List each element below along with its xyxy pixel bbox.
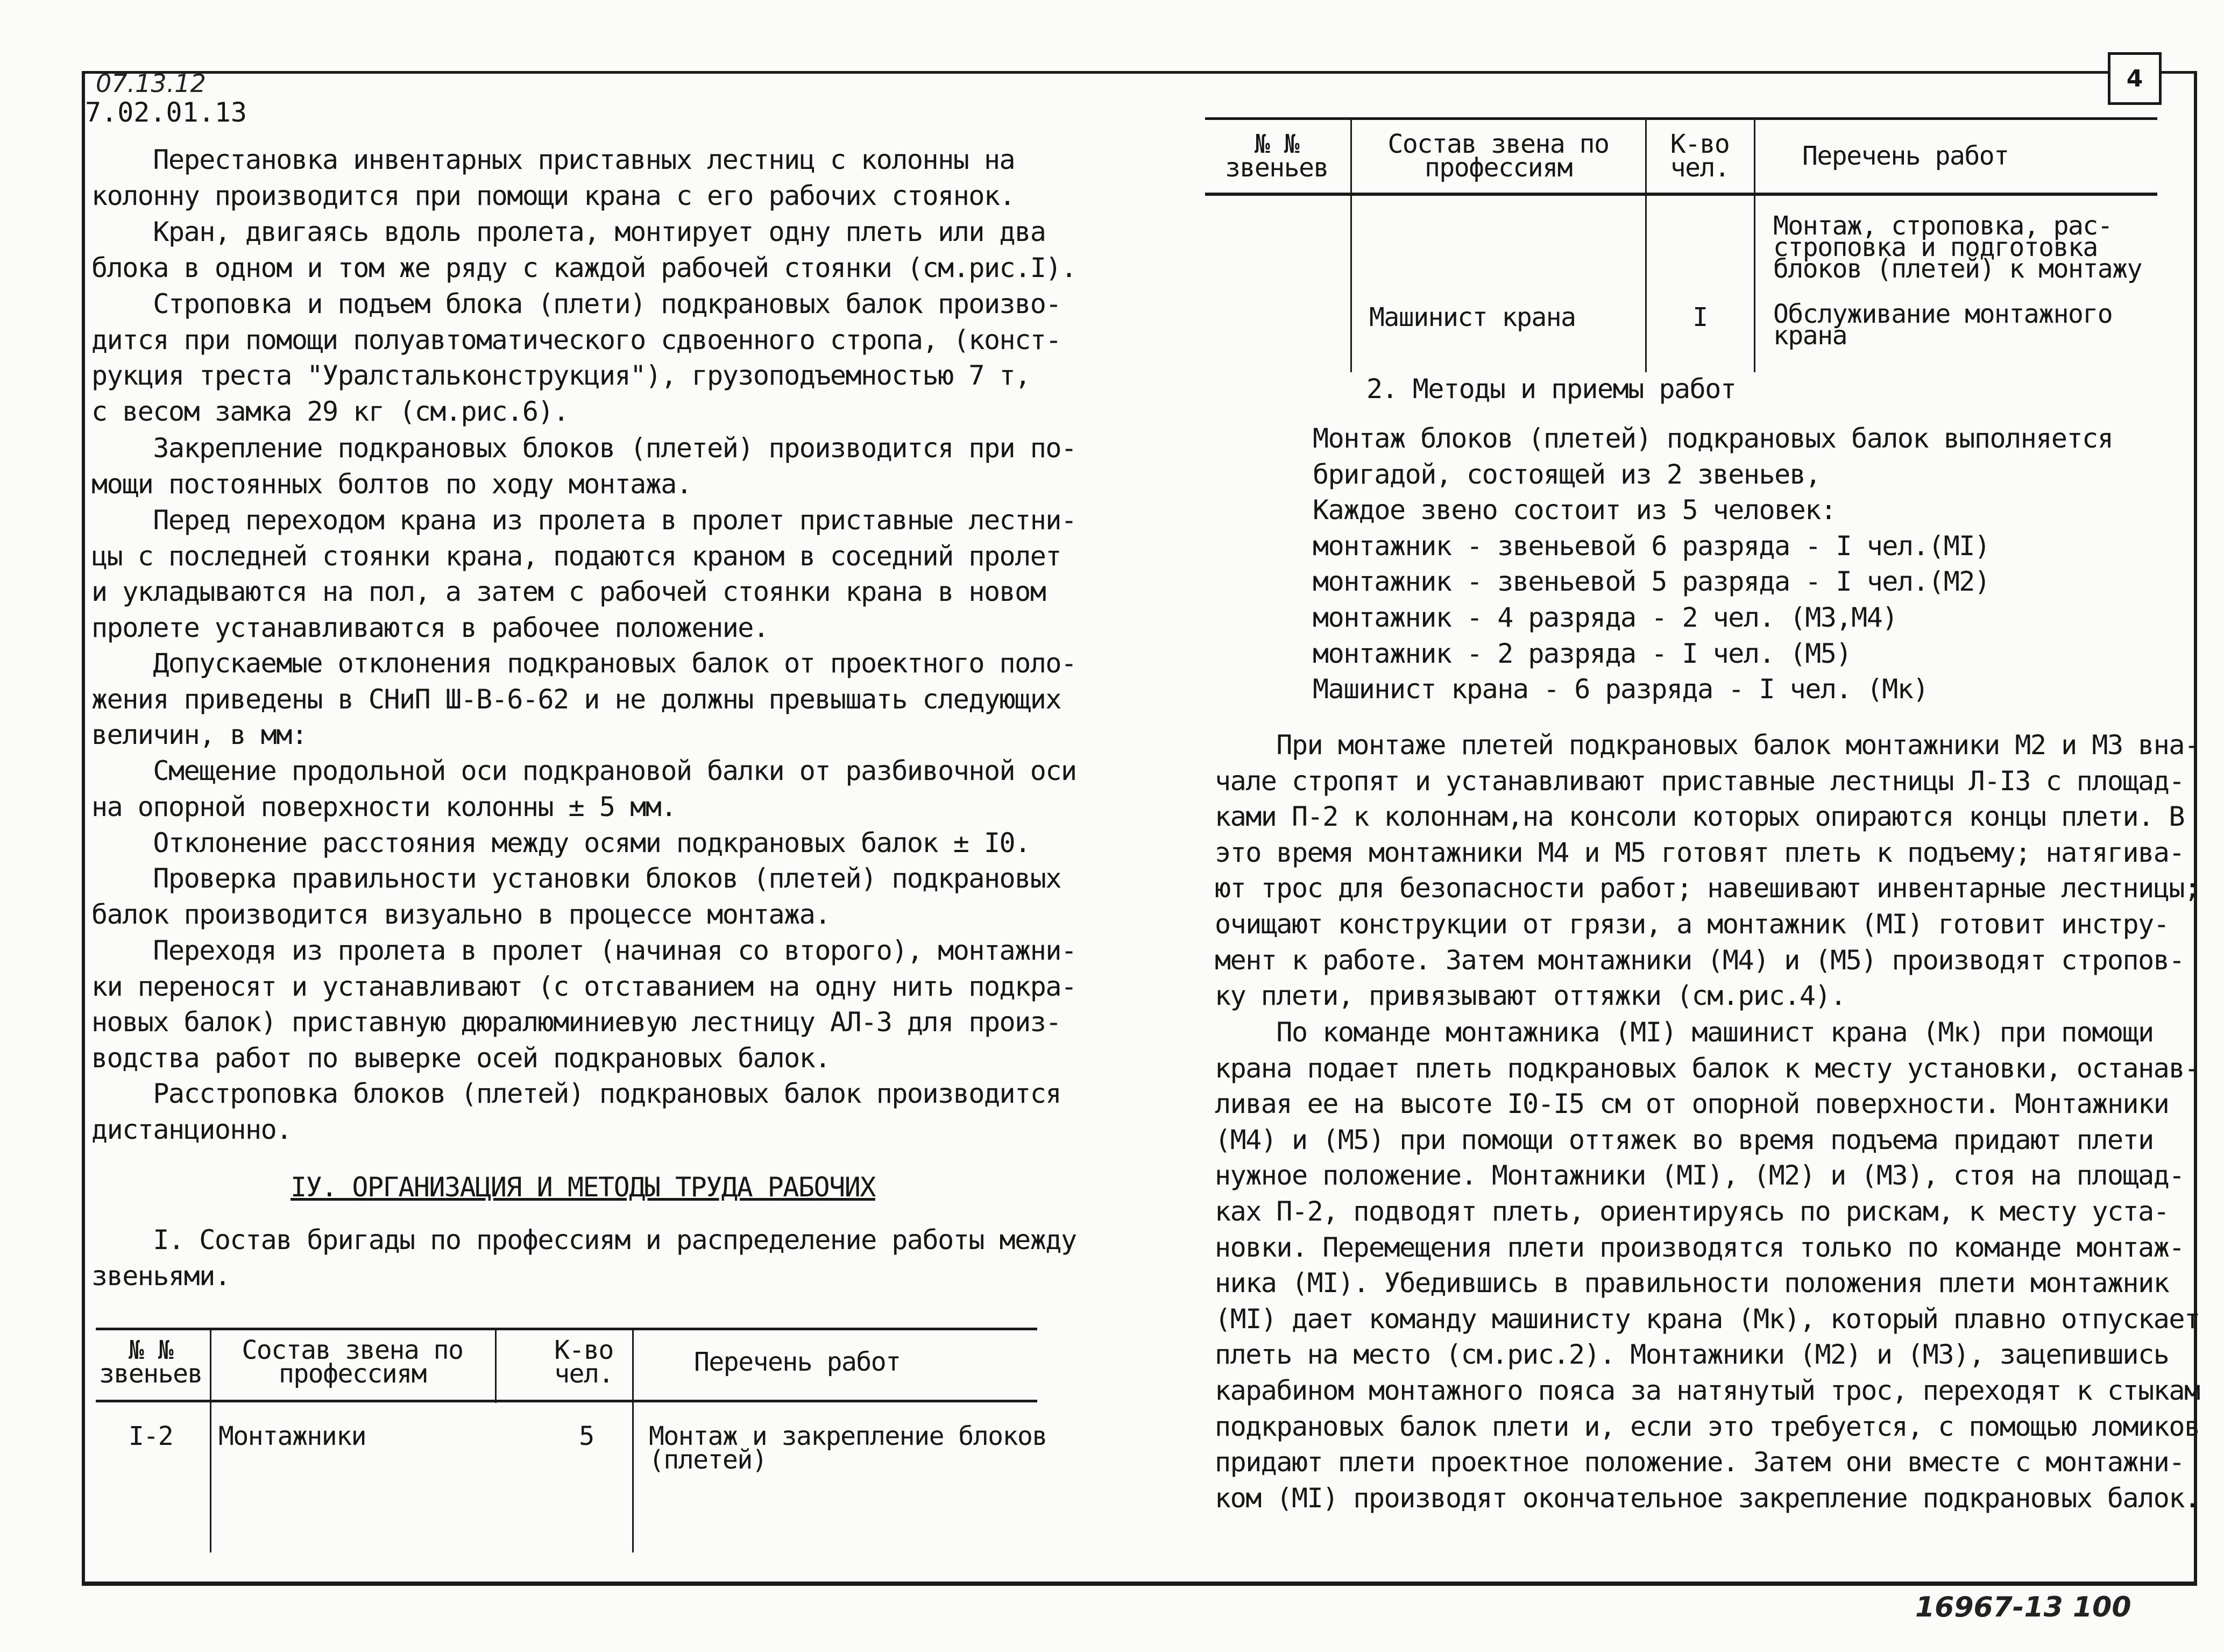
header-count: К-во чел.: [1670, 129, 1730, 183]
table-divider: [1754, 117, 1755, 372]
text-line: Строповка и подъем блока (плети) подкрановых балок произво-: [91, 288, 1061, 320]
text-line: монтажник - звеньевой 6 разряда - I чел.(МI): [1313, 530, 1990, 562]
text-line: плеть на место (см.рис.2). Монтажники (М2) и (М3), зацепившись: [1215, 1339, 2169, 1371]
page-number: 4: [2108, 52, 2162, 105]
text-line: это время монтажники М4 и М5 готовят плеть к подъему; натягива-: [1215, 836, 2184, 868]
header-work-list: Перечень работ: [694, 1347, 901, 1377]
text-line: Кран, двигаясь вдоль пролета, монтирует одну плеть или два: [91, 216, 1046, 247]
header-unit-number: № № звеньев: [99, 1335, 202, 1389]
text-line: подкрановых балок плети и, если это требуется, с помощью ломиков: [1215, 1410, 2200, 1442]
table-divider: [210, 1328, 211, 1552]
table-cell-count: 5: [579, 1421, 594, 1451]
text-line: пролете устанавливаются в рабочее положение.: [91, 612, 769, 643]
text-line: звеньями.: [91, 1260, 230, 1292]
table-rule: [96, 1328, 1037, 1330]
left-paragraph-9: [91, 861, 1061, 932]
text-line: ку плети, привязывают оттяжки (см.рис.4).: [1215, 980, 1846, 1012]
text-line: (МI) дает команду машинисту крана (Мк), который плавно отпускает: [1215, 1303, 2200, 1335]
table-rule: [1205, 117, 2157, 120]
text-line: ника (МI). Убедившись в правильности положения плети монтажник: [1215, 1267, 2169, 1299]
document-code: 7.02.01.13: [85, 97, 247, 128]
table-rule: [96, 1400, 1037, 1402]
text-line: на опорной поверхности колонны ± 5 мм.: [91, 791, 676, 823]
text-line: I. Состав бригады по профессиям и распределение работы между: [91, 1224, 1076, 1256]
left-paragraph-7: [91, 753, 1076, 825]
right-paragraph-2: [1215, 1015, 2200, 1516]
header-count: К-во чел.: [554, 1335, 613, 1389]
text-line: Отклонение расстояния между осями подкрановых балок ± I0.: [91, 827, 1030, 859]
date-note: 07.13.12: [96, 69, 206, 98]
table-divider: [1350, 117, 1352, 372]
text-line: При монтаже плетей подкрановых балок монтажники М2 и М3 вна-: [1215, 729, 2200, 761]
text-line: ки переносят и устанавливают (с отставанием на одну нить подкра-: [91, 970, 1076, 1002]
left-paragraph-3: [91, 286, 1061, 429]
text-line: блока в одном и том же ряду с каждой рабочей стоянки (см.рис.I).: [91, 252, 1076, 283]
text-line: ках П-2, подводят плеть, ориентируясь по рискам, к месту уста-: [1215, 1195, 2169, 1227]
text-line: новых балок) приставную дюралюминиевую лестницу АЛ-3 для произ-: [91, 1006, 1061, 1038]
text-line: Проверка правильности установки блоков (плетей) подкрановых: [91, 863, 1061, 894]
text-line: Монтаж блоков (плетей) подкрановых балок выполняется: [1313, 423, 2113, 454]
table-divider: [495, 1328, 497, 1403]
text-line: Машинист крана - 6 разряда - I чел. (Мк): [1313, 673, 1929, 705]
table-cell-work: Монтаж и закрепление блоков (плетей): [649, 1421, 1047, 1475]
text-line: с весом замка 29 кг (см.рис.6).: [91, 395, 569, 427]
text-line: величин, в мм:: [91, 719, 307, 751]
text-line: водства работ по выверке осей подкрановых балок.: [91, 1042, 830, 1074]
left-paragraph-1: [91, 142, 1015, 214]
text-line: По команде монтажника (МI) машинист крана (Мк) при помощи: [1215, 1017, 2154, 1048]
left-paragraph-8: [91, 825, 1030, 861]
text-line: и укладываются на пол, а затем с рабочей стоянки крана в новом: [91, 576, 1046, 608]
text-line: монтажник - звеньевой 5 разряда - I чел.(М2): [1313, 566, 1990, 598]
text-line: мент к работе. Затем монтажники (М4) и (М5) производят стропов-: [1215, 944, 2184, 976]
text-line: новки. Перемещения плети производятся только по команде монтаж-: [1215, 1231, 2184, 1263]
text-line: ливая ее на высоте I0-I5 см от опорной поверхности. Монтажники: [1215, 1088, 2169, 1120]
table-cell-work: Монтаж, строповка, рас- строповка и подготовка блоков (плетей) к монтажу: [1773, 211, 2142, 284]
crew-list: [1313, 421, 2113, 707]
table-cell-composition: Монтажники: [218, 1421, 366, 1451]
text-line: чале стропят и устанавливают приставные лестницы Л-I3 с площад-: [1215, 765, 2184, 797]
text-line: (М4) и (М5) при помощи оттяжек во время подъема придают плети: [1215, 1124, 2154, 1155]
left-paragraph-11: [91, 1076, 1061, 1147]
text-line: бригадой, состоящей из 2 звеньев,: [1313, 458, 1821, 490]
text-line: Закрепление подкрановых блоков (плетей) производится при по-: [91, 433, 1076, 464]
header-composition: Состав звена по профессиям: [242, 1335, 463, 1389]
text-line: балок производится визуально в процессе монтажа.: [91, 898, 830, 930]
right-paragraph-1: [1215, 727, 2200, 1014]
text-line: Перед переходом крана из пролета в пролет приставные лестни-: [91, 505, 1076, 536]
text-line: мощи постоянных болтов по ходу монтажа.: [91, 468, 692, 500]
text-line: карабином монтажного пояса за натянутый трос, переходят к стыкам: [1215, 1374, 2200, 1406]
text-line: Перестановка инвентарных приставных лестниц с колонны на: [91, 144, 1015, 175]
text-line: нужное положение. Монтажники (МI), (М2) и (М3), стоя на площад-: [1215, 1160, 2184, 1192]
text-line: Расстроповка блоков (плетей) подкрановых балок производится: [91, 1078, 1061, 1109]
left-paragraph-10: [91, 933, 1076, 1076]
section-heading: IУ. ОРГАНИЗАЦИЯ И МЕТОДЫ ТРУДА РАБОЧИХ: [291, 1172, 875, 1203]
table-divider: [632, 1328, 634, 1552]
text-line: очищают конструкции от грязи, а монтажник (МI) готовит инстру-: [1215, 908, 2169, 940]
header-work-list: Перечень работ: [1802, 141, 2009, 171]
left-paragraph-5: [91, 502, 1076, 646]
subsection-methods-title: 2. Методы и приемы работ: [1366, 373, 1736, 405]
text-line: Каждое звено состоит из 5 человек:: [1313, 494, 1836, 526]
text-line: монтажник - 4 разряда - 2 чел. (М3,М4): [1313, 601, 1897, 633]
table-cell-composition: Машинист крана: [1369, 302, 1576, 332]
text-line: колонну производится при помощи крана с его рабочих стоянок.: [91, 180, 1015, 211]
header-composition: Состав звена по профессиям: [1387, 129, 1609, 183]
left-paragraph-6: [91, 646, 1076, 753]
subsection-crew-composition: [91, 1222, 1076, 1294]
text-line: придают плети проектное положение. Затем они вместе с монтажни-: [1215, 1447, 2184, 1478]
left-paragraph-4: [91, 430, 1076, 502]
text-line: крана подает плеть подкрановых балок к месту установки, останав-: [1215, 1052, 2200, 1084]
table-cell-work: Обслуживание монтажного крана: [1773, 299, 2113, 351]
text-line: монтажник - 2 разряда - I чел. (М5): [1313, 637, 1852, 669]
table-cell-count: I: [1692, 302, 1708, 332]
text-line: ком (МI) производят окончательное закрепление подкрановых балок.: [1215, 1482, 2200, 1514]
text-line: жения приведены в СНиП Ш-В-6-62 и не должны превышать следующих: [91, 683, 1061, 715]
text-line: Смещение продольной оси подкрановой балки от разбивочной оси: [91, 755, 1076, 786]
text-line: цы с последней стоянки крана, подаются краном в соседний пролет: [91, 540, 1061, 572]
left-paragraph-2: [91, 214, 1076, 286]
text-line: дится при помощи полуавтоматического сдвоенного стропа, (конст-: [91, 324, 1061, 356]
text-line: Допускаемые отклонения подкрановых балок от проектного поло-: [91, 648, 1076, 679]
text-line: рукция треста "Уралстальконструкция"), грузоподъемностью 7 т,: [91, 360, 1030, 392]
text-line: Переходя из пролета в пролет (начиная со второго), монтажни-: [91, 935, 1076, 966]
text-line: дистанционно.: [91, 1114, 292, 1145]
document-stamp: 16967-13 100: [1915, 1591, 2131, 1623]
header-unit-number: № № звеньев: [1225, 129, 1328, 183]
text-line: ют трос для безопасности работ; навешивают инвентарные лестницы;: [1215, 873, 2200, 904]
table-rule: [1205, 193, 2157, 196]
table-cell-unit: I-2: [128, 1421, 173, 1451]
text-line: ками П-2 к колоннам,на консоли которых опираются концы плети. В: [1215, 801, 2184, 833]
table-divider: [1645, 117, 1647, 372]
